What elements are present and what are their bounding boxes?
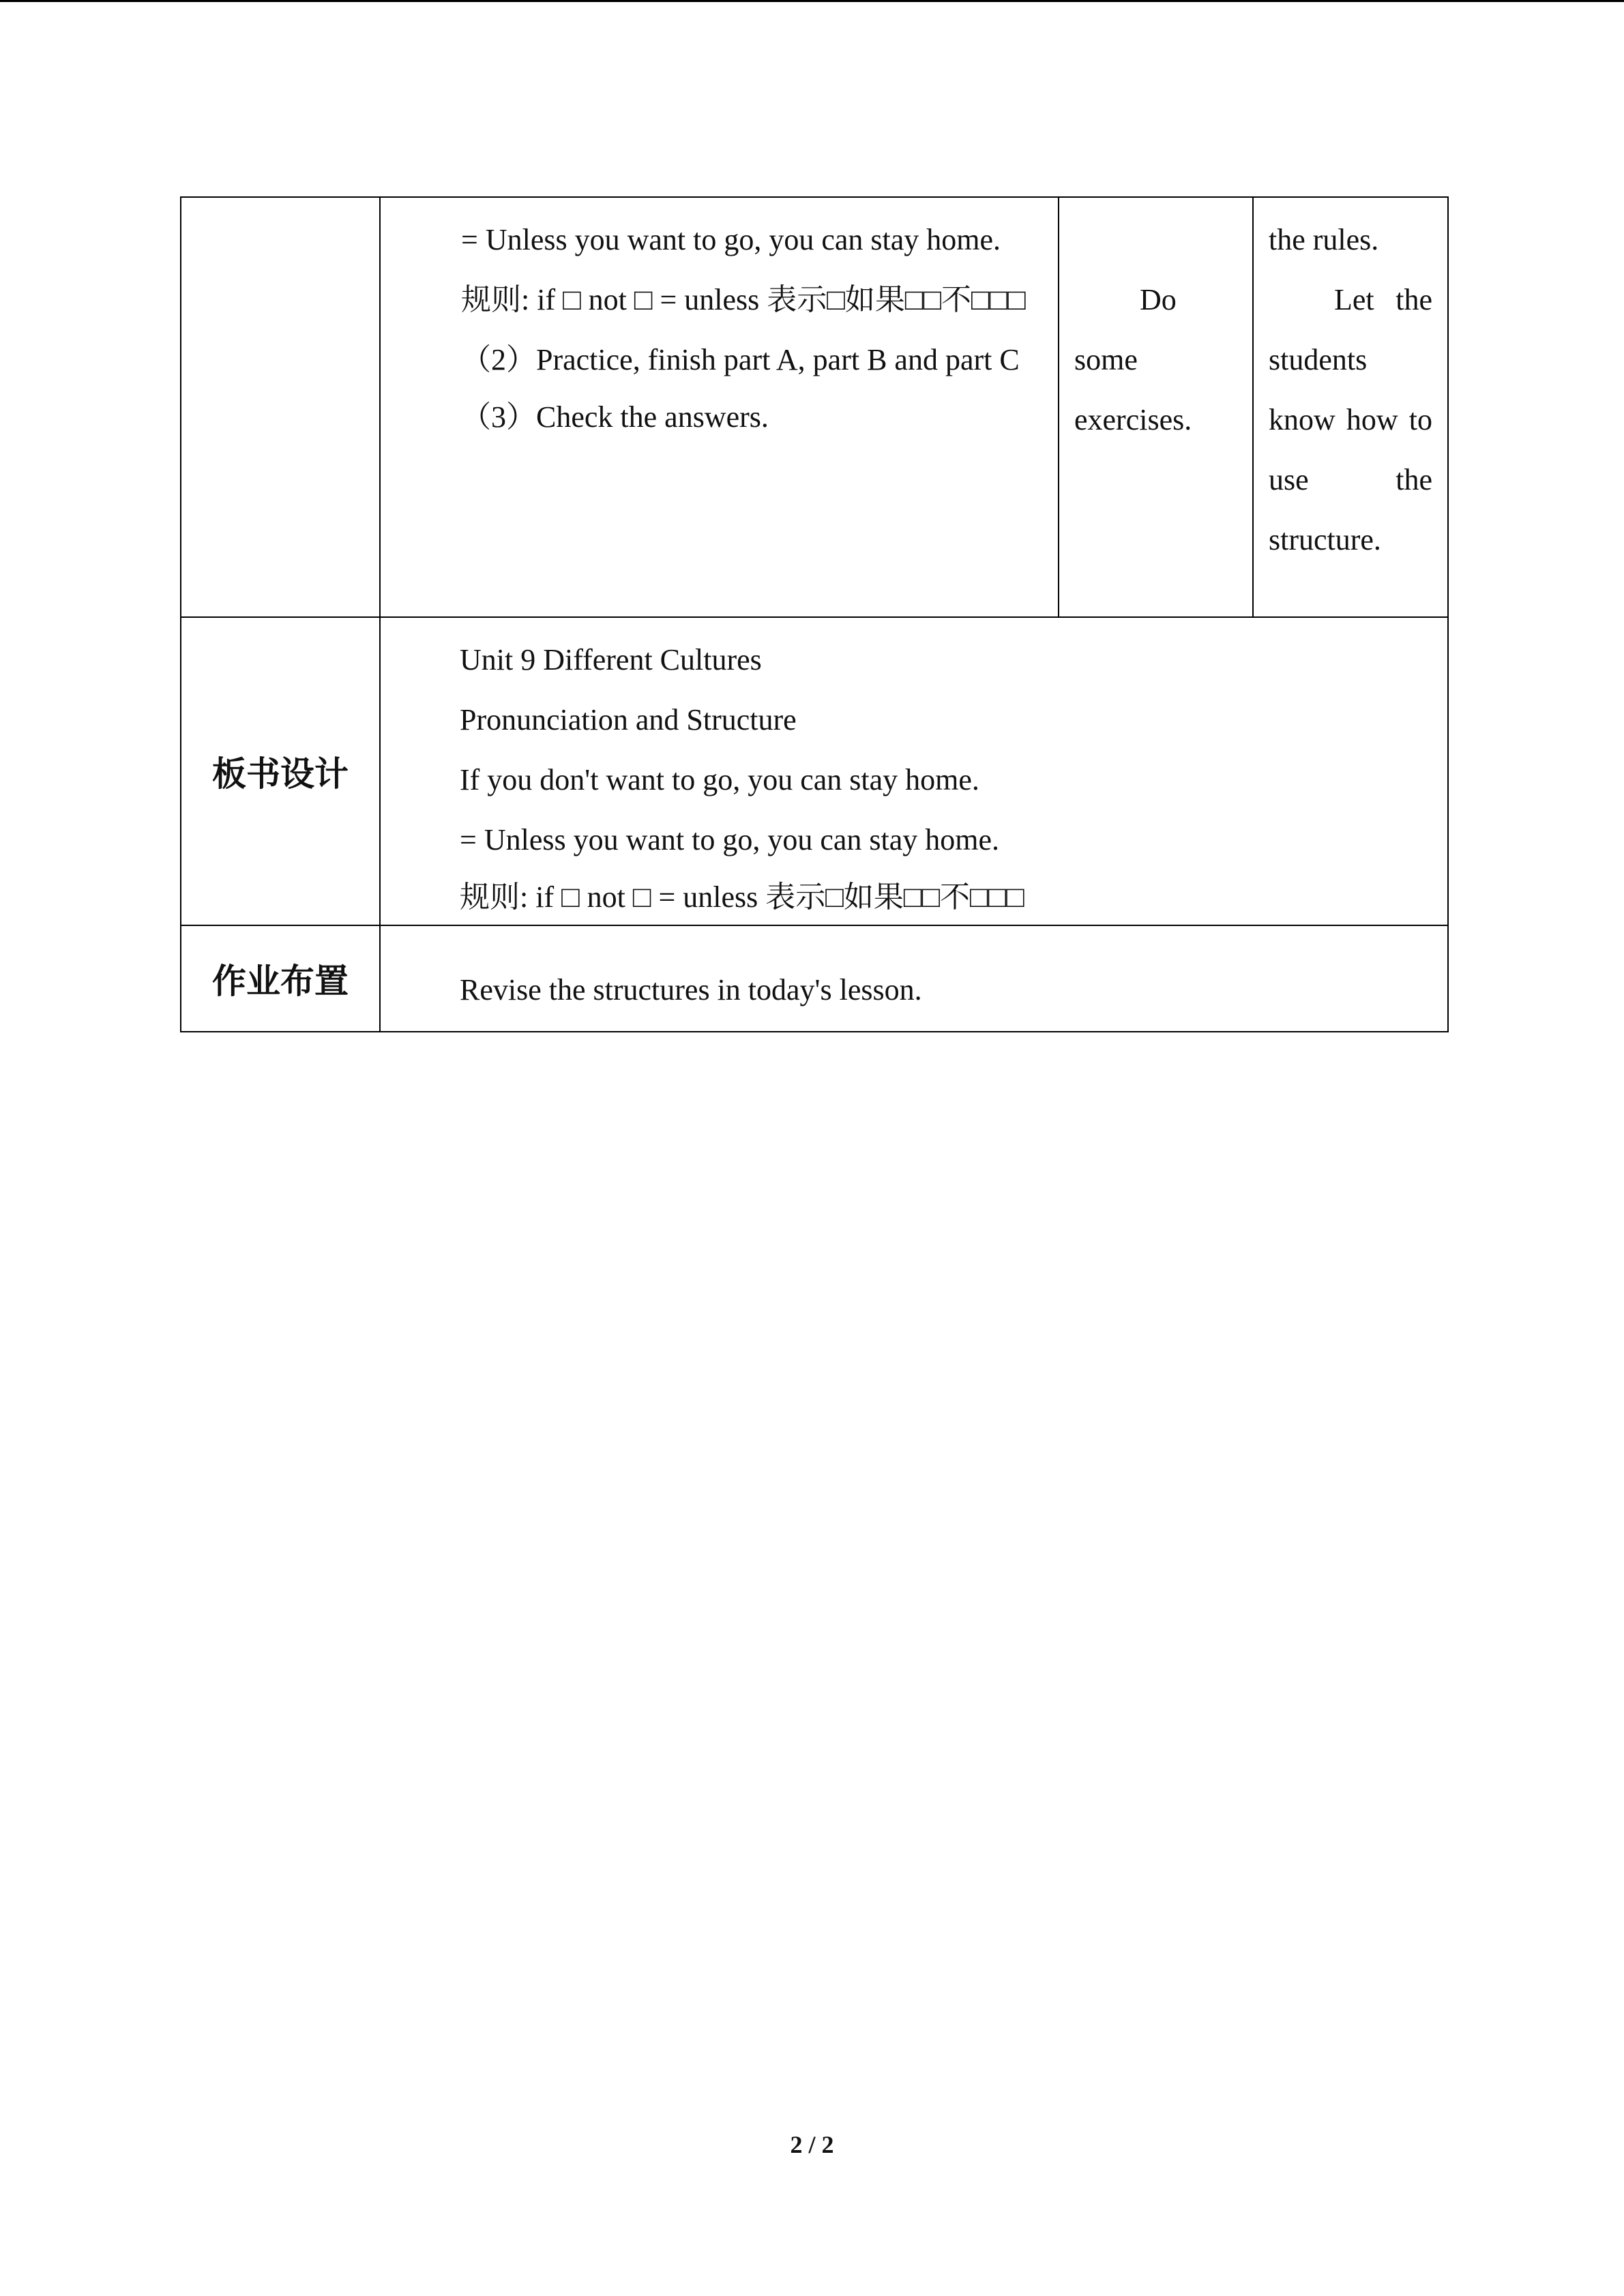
board-line: = Unless you want to go, you can stay home. [460,823,1000,856]
page-top-border [0,0,1624,2]
teaching-content-cell [380,197,1059,617]
homework-content-cell [380,925,1448,1032]
board-line: 规则: if □ not □ = unless 表示□如果□□不□□□ [460,880,1024,914]
content-line: 规则: if □ not □ = unless 表示□如果□□不□□□ [461,283,1026,316]
student-activity-cell [1059,197,1253,617]
row-label-cell [181,197,380,617]
board-line: Pronunciation and Structure [460,703,797,736]
table-row [181,925,1448,1032]
content-line: （2）Practice, finish part A, part B and part C [461,343,1020,376]
table-row [181,197,1448,617]
board-design-label: 板书设计 [181,617,380,925]
homework-text: Revise the structures in today's lesson. [460,973,922,1007]
board-line: If you don't want to go, you can stay home. [460,763,979,796]
content-line: （3）Check the answers. [461,400,769,434]
content-line: = Unless you want to go, you can stay home. [461,223,1001,256]
board-design-content [380,617,1448,925]
board-line: Unit 9 Different Cultures [460,643,762,676]
purpose-line: the rules. [1269,223,1379,256]
purpose-line: Let the students know how to use the structure. [1269,283,1432,556]
lesson-plan-table [180,196,1449,1032]
student-activity-text: Do some exercises. [1074,283,1192,436]
page-number: 2 / 2 [790,2131,834,2158]
homework-label: 作业布置 [181,925,380,1032]
table-row [181,617,1448,925]
purpose-cell [1253,197,1448,617]
